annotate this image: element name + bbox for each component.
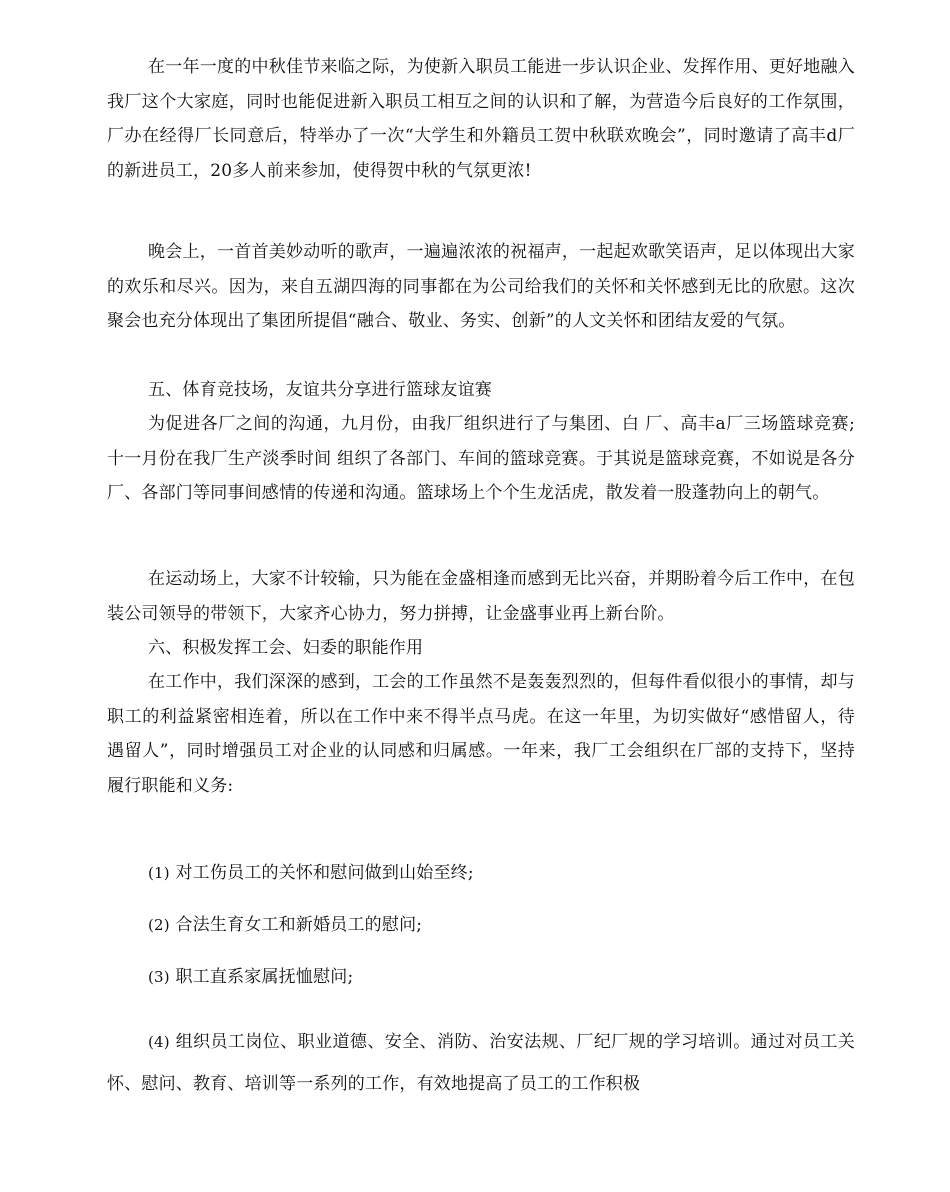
list-item-number: (2) [148,916,170,934]
paragraph-union-work: 在工作中，我们深深的感到，工会的工作虽然不是轰轰烈烈的，但每件看似很小的事情，却与职工的利益紧密相连着，所以在工作中来不得半点马虎。在这一年里，为切实做好“感惜留人，待遇留人”，同时增强员工对企业的认同感和归属感。一年来，我厂工会组织在厂部的支持下，坚持履行职能和义务: [107,672,855,796]
paragraph-sports-field: 在运动场上，大家不计较输，只为能在金盛相逢而感到无比兴奋，并期盼着今后工作中，在包装公司领导的带领下，大家齐心协力，努力拼搏，让金盛事业再上新台阶。 [107,569,855,624]
list-item-text: 组织员工岗位、职业道德、安全、消防、治安法规、厂纪厂规的学习培训。通过对员工关怀、慰问、教育、培训等一系列的工作，有效地提高了员工的工作积极 [107,1032,855,1094]
list-item [148,960,855,995]
paragraph-mid-autumn-party: 在一年一度的中秋佳节来临之际，为使新入职员工能进一步认识企业、发挥作用、更好地融入我厂这个大家庭，同时也能促进新入职员工相互之间的认识和了解，为营造今后良好的工作氛围，厂办在经得厂长同意后，特举办了一次“大学生和外籍员工贺中秋联欢晚会”，同时邀请了高丰d厂的新进员工，20多人前来参加，使得贺中秋的气氛更浓! [107,57,855,181]
list-item [148,856,855,891]
section-heading-union: 六、积极发挥工会、妇委的职能作用 [148,638,424,658]
list-item [148,908,855,943]
list-item-text: 职工直系家属抚恤慰问; [175,967,354,987]
list-item-number: (3) [148,968,170,986]
list-item-number: (1) [148,864,170,882]
list-item-text: 对工伤员工的关怀和慰问做到山始至终; [175,863,474,883]
list-item-text: 合法生育女工和新婚员工的慰问; [175,915,423,935]
paragraph-party-atmosphere: 晚会上，一首首美妙动听的歌声，一遍遍浓浓的祝福声，一起起欢歌笑语声，足以体现出大家的欢乐和尽兴。因为，来自五湖四海的同事都在为公司给我们的关怀和关怀感到无比的欣慰。这次聚会也充分体现出了集团所提倡“融合、敬业、务实、创新”的人文关怀和团结友爱的气氛。 [107,242,855,331]
list-item-number: (4) [148,1033,170,1051]
section-heading-basketball: 五、体育竞技场，友谊共分享进行篮球友谊赛 [148,380,492,400]
list-item [107,1021,855,1105]
paragraph-basketball-games: 为促进各厂之间的沟通，九月份，由我厂组织进行了与集团、白 厂、高丰a厂三场篮球竞赛;十一月份在我厂生产淡季时间 组织了各部门、车间的篮球竞赛。于其说是篮球竞赛，不如说是各分厂、各部门等同事间感情的传递和沟通。篮球场上个个生龙活虎，散发着一股蓬勃向上的朝气。 [107,414,855,503]
